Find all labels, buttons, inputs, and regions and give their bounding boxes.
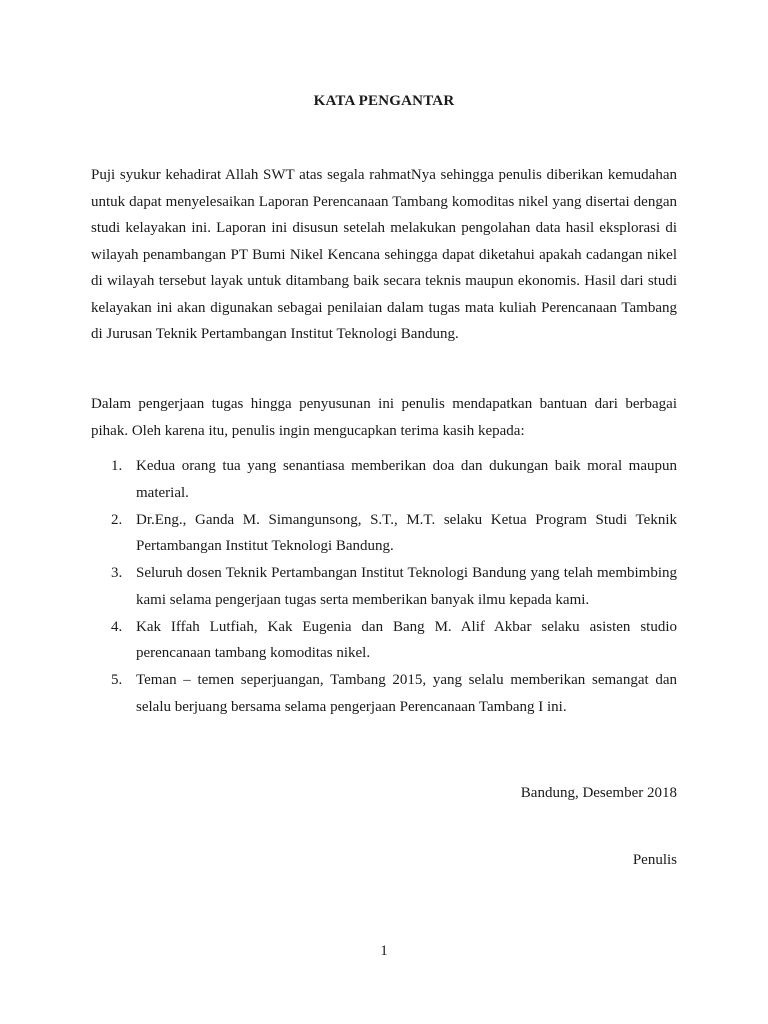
thanks-list [91, 453, 677, 721]
intro-paragraph: Puji syukur kehadirat Allah SWT atas segala rahmatNya sehingga penulis diberikan kemudahan untuk dapat menyelesaikan Laporan Perencanaan Tambang komoditas nikel yang disertai dengan studi kelayakan ini. Laporan ini disusun setelah melakukan pengolahan data hasil eksplorasi di wilayah penambangan PT Bumi Nikel Kencana sehingga dapat diketahui apakah cadangan nikel di wilayah tersebut layak untuk ditambang baik secara teknis maupun ekonomis. Hasil dari studi kelayakan ini akan digunakan sebagai penilaian dalam tugas mata kuliah Perencanaan Tambang di Jurusan Teknik Pertambangan Institut Teknologi Bandung. [91, 167, 677, 342]
list-item-text: Kak Iffah Lutfiah, Kak Eugenia dan Bang M. Alif Akbar selaku asisten studio perencanaan tambang komoditas nikel. [136, 618, 677, 661]
author-signature: Penulis [632, 852, 677, 868]
list-item-number: 2. [111, 511, 123, 528]
list-item-number: 1. [111, 458, 123, 474]
thanks-intro-paragraph: Dalam pengerjaan tugas hingga penyusunan ini penulis mendapatkan bantuan dari berbagai pihak. Oleh karena itu, penulis ingin mengucapkan terima kasih kepada: [91, 396, 677, 439]
list-item-text: Dr.Eng., Ganda M. Simangunsong, S.T., M.T. selaku Ketua Program Studi Teknik Pertambangan Institut Teknologi Bandung. [136, 511, 677, 554]
list-item-text: Kedua orang tua yang senantiasa memberikan doa dan dukungan baik moral maupun material. [136, 458, 677, 501]
list-item-number: 3. [111, 565, 123, 581]
page-title: KATA PENGANTAR [313, 93, 455, 109]
list-item-text: Teman – temen seperjuangan, Tambang 2015, yang selalu memberikan semangat dan selalu berjuang bersama selama pengerjaan Perencanaan Tambang I ini. [136, 672, 677, 715]
list-item [91, 614, 677, 667]
list-item [91, 560, 677, 613]
list-item-text: Seluruh dosen Teknik Pertambangan Institut Teknologi Bandung yang telah membimbing kami selama pengerjaan tugas serta memberikan banyak ilmu kepada kami. [136, 565, 677, 608]
list-item [91, 507, 677, 560]
list-item [91, 667, 677, 720]
list-item [91, 453, 677, 506]
page-number: 1 [380, 943, 388, 959]
list-item-number: 4. [111, 618, 123, 635]
place-date: Bandung, Desember 2018 [520, 785, 677, 801]
list-item-number: 5. [111, 672, 123, 688]
